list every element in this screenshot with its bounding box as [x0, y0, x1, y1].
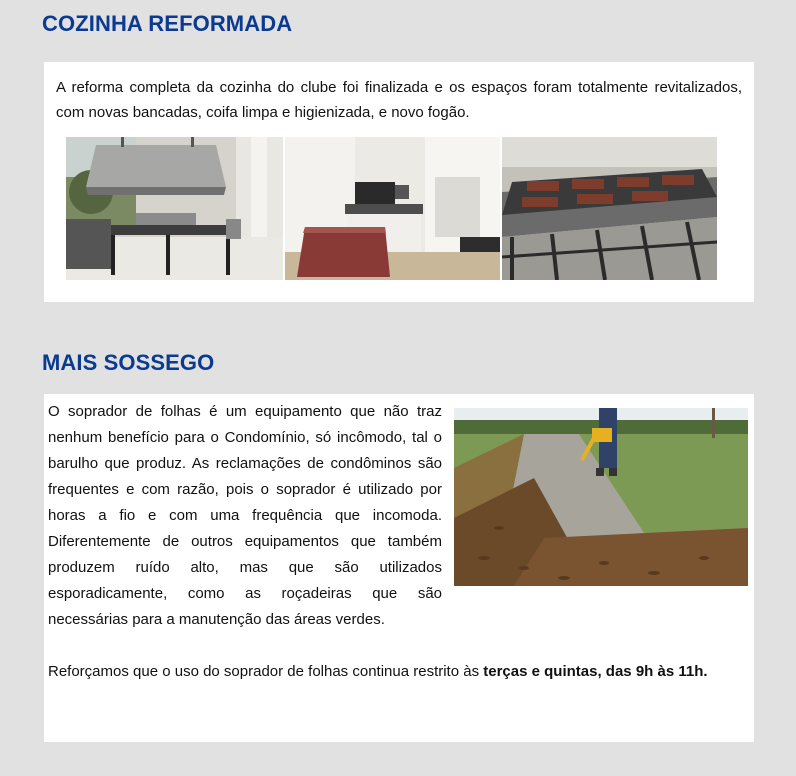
- kitchen-stove-photo: [502, 137, 717, 280]
- leaf-blower-card: [44, 394, 754, 742]
- section-title-kitchen: COZINHA REFORMADA: [42, 11, 293, 36]
- kitchen-card: [44, 62, 754, 302]
- kitchen-counter-photo: [285, 137, 500, 280]
- schedule-notice-text: Reforçamos que o uso do soprador de folhas continua restrito às: [48, 663, 484, 680]
- schedule-notice-hours: terças e quintas, das 9h às 11h.: [483, 663, 708, 680]
- leaf-blower-paragraph: O soprador de folhas é um equipamento que não traz nenhum benefício para o Condomínio, só incômodo, tal o barulho que produz. As reclamações de condôminos são frequentes e com razão, pois o soprador é utilizado por horas a fio e com uma frequência que incomoda. Diferentemente de outros equipamentos que também produzem ruído alto, mas que são utilizados esporadicamente, como as roçadeiras que são necessárias para a manutenção das áreas verdes.: [48, 403, 442, 628]
- kitchen-hood-photo: [66, 137, 283, 280]
- section-title-quiet: MAIS SOSSEGO: [42, 350, 215, 375]
- leaf-blower-article: [48, 399, 748, 685]
- leaf-blower-photo: [454, 408, 748, 586]
- schedule-notice: [48, 659, 748, 685]
- kitchen-paragraph: A reforma completa da cozinha do clube foi finalizada e os espaços foram totalmente revitalizados, com novas bancadas, coifa limpa e higienizada, e novo fogão.: [56, 79, 742, 121]
